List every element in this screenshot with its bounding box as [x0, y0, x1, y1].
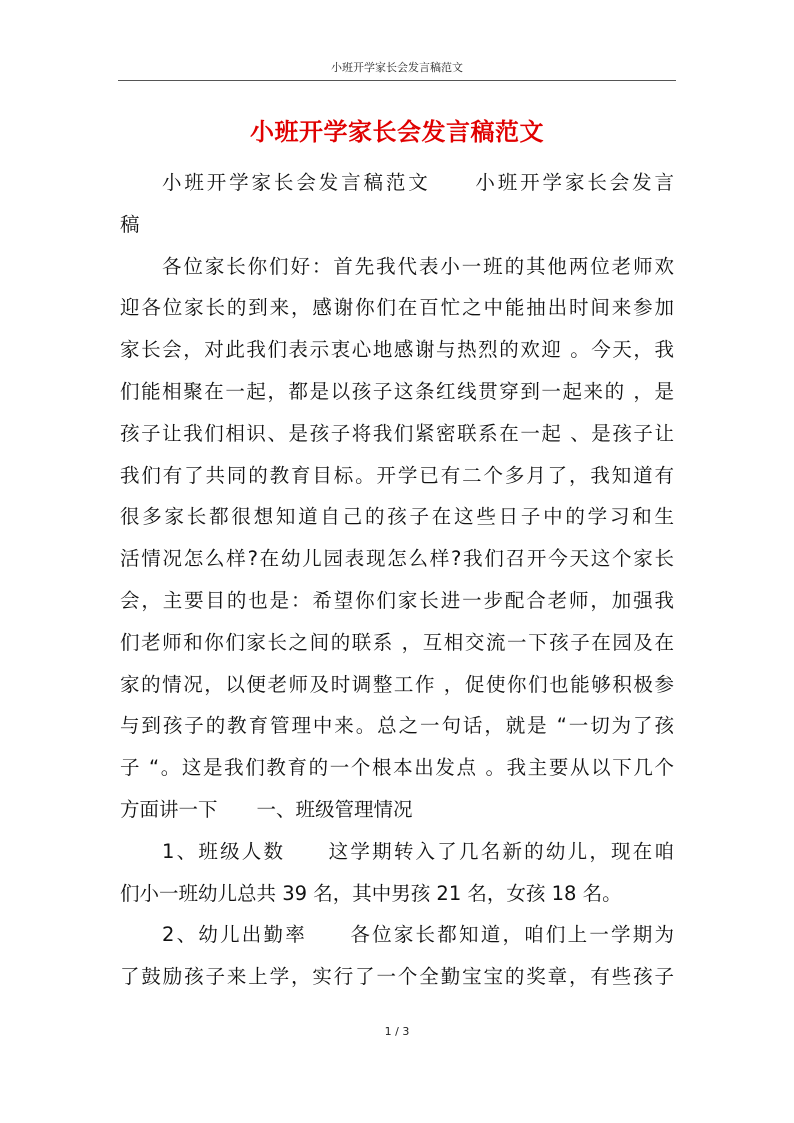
body-line: 了鼓励孩子来上学，实行了一个全勤宝宝的奖章，有些孩子: [120, 965, 674, 989]
body-line: 稿: [120, 212, 140, 236]
body-line: 我们有了共同的教育目标。开学已有二个多月了，我知道有: [120, 463, 674, 487]
body-line: 方面讲一下 一、班级管理情况: [120, 797, 413, 821]
body-line: 很多家长都很想知道自己的孩子在这些日子中的学习和生: [120, 505, 674, 529]
body-line: 们老师和你们家长之间的联系 ，互相交流一下孩子在园及在: [120, 630, 674, 654]
running-header: 小班开学家长会发言稿范文: [331, 61, 463, 74]
body-line: 们小一班幼儿总共 39 名，其中男孩 21 名，女孩 18 名。: [120, 881, 622, 905]
body-line: 各位家长你们好：首先我代表小一班的其他两位老师欢: [162, 254, 674, 278]
body-line: 2、幼儿出勤率 各位家长都知道，咱们上一学期为: [162, 923, 674, 947]
body-line: 小班开学家长会发言稿范文 小班开学家长会发言: [162, 171, 674, 194]
body-line: 1、班级人数 这学期转入了几名新的幼儿，现在咱: [162, 839, 674, 863]
document-body: [120, 162, 674, 998]
page-number: 1 / 3: [384, 1025, 410, 1038]
document-title: 小班开学家长会发言稿范文: [250, 118, 544, 146]
header-divider: [118, 80, 676, 81]
body-line: 孩子让我们相识、是孩子将我们紧密联系在一起 、是孩子让: [120, 421, 674, 445]
body-line: 子 “。这是我们教育的一个根本出发点 。我主要从以下几个: [120, 756, 674, 780]
body-line: 迎各位家长的到来，感谢你们在百忙之中能抽出时间来参加: [120, 296, 674, 320]
body-line: 家的情况，以便老师及时调整工作 ，促使你们也能够积极参: [120, 672, 674, 696]
body-line: 们能相聚在一起，都是以孩子这条红线贯穿到一起来的 ，是: [120, 379, 674, 403]
body-line: 会，主要目的也是：希望你们家长进一步配合老师，加强我: [120, 588, 674, 612]
body-line: 家长会，对此我们表示衷心地感谢与热烈的欢迎 。今天，我: [120, 338, 674, 362]
body-line: 活情况怎么样?在幼儿园表现怎么样?我们召开今天这个家长: [120, 547, 674, 571]
body-line: 与到孩子的教育管理中来。总之一句话，就是 “一切为了孩: [120, 714, 674, 738]
